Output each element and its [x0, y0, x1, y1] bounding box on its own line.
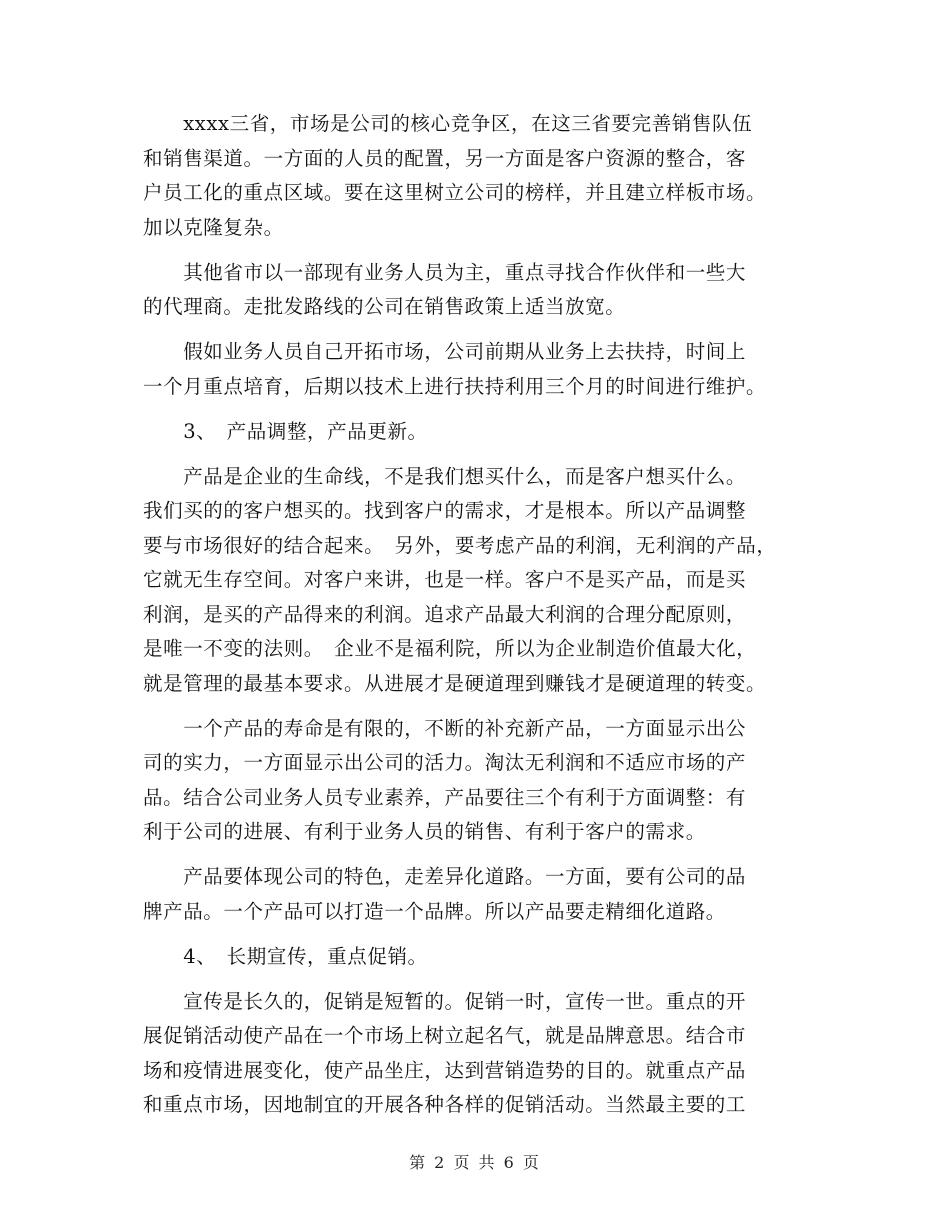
- paragraph-6: [143, 860, 813, 929]
- text-line: 和重点市场，因地制宜的开展各种各样的促销活动。当然最主要的工: [143, 1093, 747, 1116]
- text-line: 它就无生存空间。对客户来讲，也是一样。客户不是买产品，而是买: [143, 568, 747, 591]
- text-line: 其他省市以一部现有业务人员为主，重点寻找合作伙伴和一些大: [143, 260, 747, 284]
- text-line: 场和疫情进展变化，使产品坐庄，达到营销造势的目的。就重点产品: [143, 1058, 747, 1082]
- text-line: 一个产品的寿命是有限的，不断的补充新产品，一方面显示出公: [143, 716, 747, 740]
- text-line: 产品是企业的生命线，不是我们想买什么，而是客户想买什么。: [143, 464, 747, 488]
- text-line: 一个月重点培育，后期以技术上进行扶持利用三个月的时间进行维护。: [143, 374, 767, 398]
- text-line: 品。结合公司业务人员专业素养，产品要往三个有利于方面调整：有: [143, 785, 747, 809]
- paragraph-7: [143, 985, 813, 1123]
- heading-line: 3、 产品调整，产品更新。: [143, 419, 428, 443]
- text-line: 户员工化的重点区域。要在这里树立公司的榜样，并且建立样板市场。: [143, 181, 767, 204]
- paragraph-3: [143, 335, 813, 404]
- heading-line: 4、 长期宣传，重点促销。: [143, 944, 428, 968]
- text-line: 司的实力，一方面显示出公司的活力。淘汰无利润和不适应市场的产: [143, 751, 747, 774]
- page-footer: 第 2 页 共 6 页: [409, 1153, 541, 1172]
- section-heading-4: [143, 940, 813, 975]
- text-line: 加以克隆复杂。: [143, 215, 284, 239]
- paragraph-1: [143, 107, 813, 245]
- text-line: 是唯一不变的法则。 企业不是福利院，所以为企业制造价值最大化，: [143, 637, 757, 660]
- text-line: 利润，是买的产品得来的利润。追求产品最大利润的合理分配原则，: [143, 602, 747, 626]
- text-line: 和销售渠道。一方面的人员的配置，另一方面是客户资源的整合，客: [143, 146, 747, 170]
- text-line: 就是管理的最基本要求。从进展才是硬道理到赚钱才是硬道理的转变。: [143, 671, 767, 695]
- text-line: 假如业务人员自己开拓市场，公司前期从业务上去扶持，时间上: [143, 340, 747, 363]
- paragraph-5: [143, 712, 813, 850]
- paragraph-2: [143, 256, 813, 325]
- text-line: 利于公司的进展、有利于业务人员的销售、有利于客户的需求。: [143, 820, 706, 843]
- text-line: 我们买的的客户想买的。找到客户的需求，才是根本。所以产品调整: [143, 499, 747, 522]
- section-heading-3: [143, 415, 813, 450]
- text-line: 牌产品。一个产品可以打造一个品牌。所以产品要走精细化道路。: [143, 899, 726, 923]
- text-line: 产品要体现公司的特色，走差异化道路。一方面，要有公司的品: [143, 865, 747, 888]
- text-line: 展促销活动使产品在一个市场上树立起名气，就是品牌意思。结合市: [143, 1024, 747, 1047]
- text-line: 要与市场很好的结合起来。 另外，要考虑产品的利润，无利润的产品，: [143, 533, 777, 557]
- paragraph-4: [143, 460, 813, 702]
- text-line: xxxx三省，市场是公司的核心竞争区，在这三省要完善销售队伍: [143, 112, 753, 135]
- text-line: 的代理商。走批发路线的公司在销售政策上适当放宽。: [143, 295, 626, 318]
- text-line: 宣传是长久的，促销是短暂的。促销一时，宣传一世。重点的开: [143, 989, 747, 1013]
- document-body: [143, 107, 813, 1133]
